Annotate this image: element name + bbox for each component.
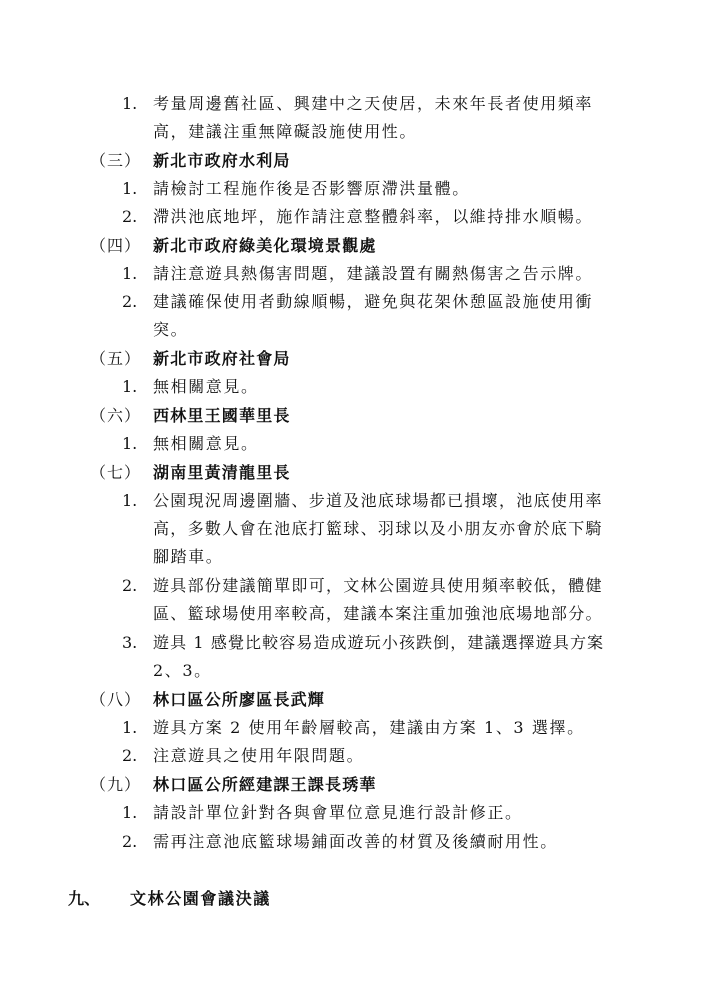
section-label: （三） xyxy=(90,151,142,170)
item-number: 2. xyxy=(122,292,138,311)
section-label: （五） xyxy=(90,349,142,368)
item-text: 滯洪池底地坪，施作請注意整體斜率，以維持排水順暢。 xyxy=(153,207,594,226)
item-text: 請注意遊具熱傷害問題，建議設置有關熱傷害之告示牌。 xyxy=(153,264,594,283)
item-text: 無相關意見。 xyxy=(153,434,259,453)
item-number: 1. xyxy=(122,94,138,113)
item-text: 考量周邊舊社區、興建中之天使居，未來年長者使用頻率 xyxy=(153,94,594,113)
item-text: 高，建議注重無障礙設施使用性。 xyxy=(153,122,418,141)
item-number: 2. xyxy=(122,207,138,226)
item-text: 公園現況周邊圍牆、步道及池底球場都已損壞，池底使用率 xyxy=(153,491,603,510)
section-heading: 林口區公所廖區長武輝 xyxy=(153,690,326,709)
item-text: 請設計單位針對各與會單位意見進行設計修正。 xyxy=(153,803,523,822)
chapter-number: 九、 xyxy=(68,889,101,908)
section-label: （四） xyxy=(90,236,142,255)
section-heading: 新北市政府綠美化環境景觀處 xyxy=(153,236,377,255)
section-heading: 林口區公所經建課王課長琇華 xyxy=(153,775,377,794)
section-heading: 西林里王國華里長 xyxy=(153,406,291,425)
section-heading: 湖南里黃清龍里長 xyxy=(153,463,291,482)
section-heading: 新北市政府社會局 xyxy=(153,349,291,368)
item-text: 無相關意見。 xyxy=(153,377,259,396)
item-text: 遊具部份建議簡單即可，文林公園遊具使用頻率較低，體健 xyxy=(153,576,603,595)
item-text: 腳踏車。 xyxy=(153,547,224,566)
item-number: 1. xyxy=(122,718,138,737)
section-label: （六） xyxy=(90,406,142,425)
item-text: 需再注意池底籃球場鋪面改善的材質及後續耐用性。 xyxy=(153,832,558,851)
item-text: 遊具方案 2 使用年齡層較高，建議由方案 1、3 選擇。 xyxy=(153,718,585,737)
chapter-title: 文林公園會議決議 xyxy=(130,889,271,908)
item-text: 2、3。 xyxy=(153,661,212,680)
item-text: 遊具 1 感覺比較容易造成遊玩小孩跌倒，建議選擇遊具方案 xyxy=(153,633,605,652)
item-number: 2. xyxy=(122,576,138,595)
item-number: 1. xyxy=(122,434,138,453)
item-text: 突。 xyxy=(153,320,189,339)
item-text: 高，多數人會在池底打籃球、羽球以及小朋友亦會於底下騎 xyxy=(153,519,603,538)
item-text: 請檢討工程施作後是否影響原滯洪量體。 xyxy=(153,179,470,198)
item-text: 建議確保使用者動線順暢，避免與花架休憩區設施使用衝 xyxy=(153,292,594,311)
item-number: 1. xyxy=(122,377,138,396)
item-text: 注意遊具之使用年限問題。 xyxy=(153,746,365,765)
item-number: 3. xyxy=(122,633,138,652)
section-label: （七） xyxy=(90,463,142,482)
item-number: 1. xyxy=(122,491,138,510)
item-number: 1. xyxy=(122,803,138,822)
item-text: 區、籃球場使用率較高，建議本案注重加強池底場地部分。 xyxy=(153,604,603,623)
section-heading: 新北市政府水利局 xyxy=(153,151,291,170)
item-number: 2. xyxy=(122,746,138,765)
item-number: 1. xyxy=(122,264,138,283)
section-label: （八） xyxy=(90,690,142,709)
item-number: 2. xyxy=(122,832,138,851)
section-label: （九） xyxy=(90,775,142,794)
item-number: 1. xyxy=(122,179,138,198)
